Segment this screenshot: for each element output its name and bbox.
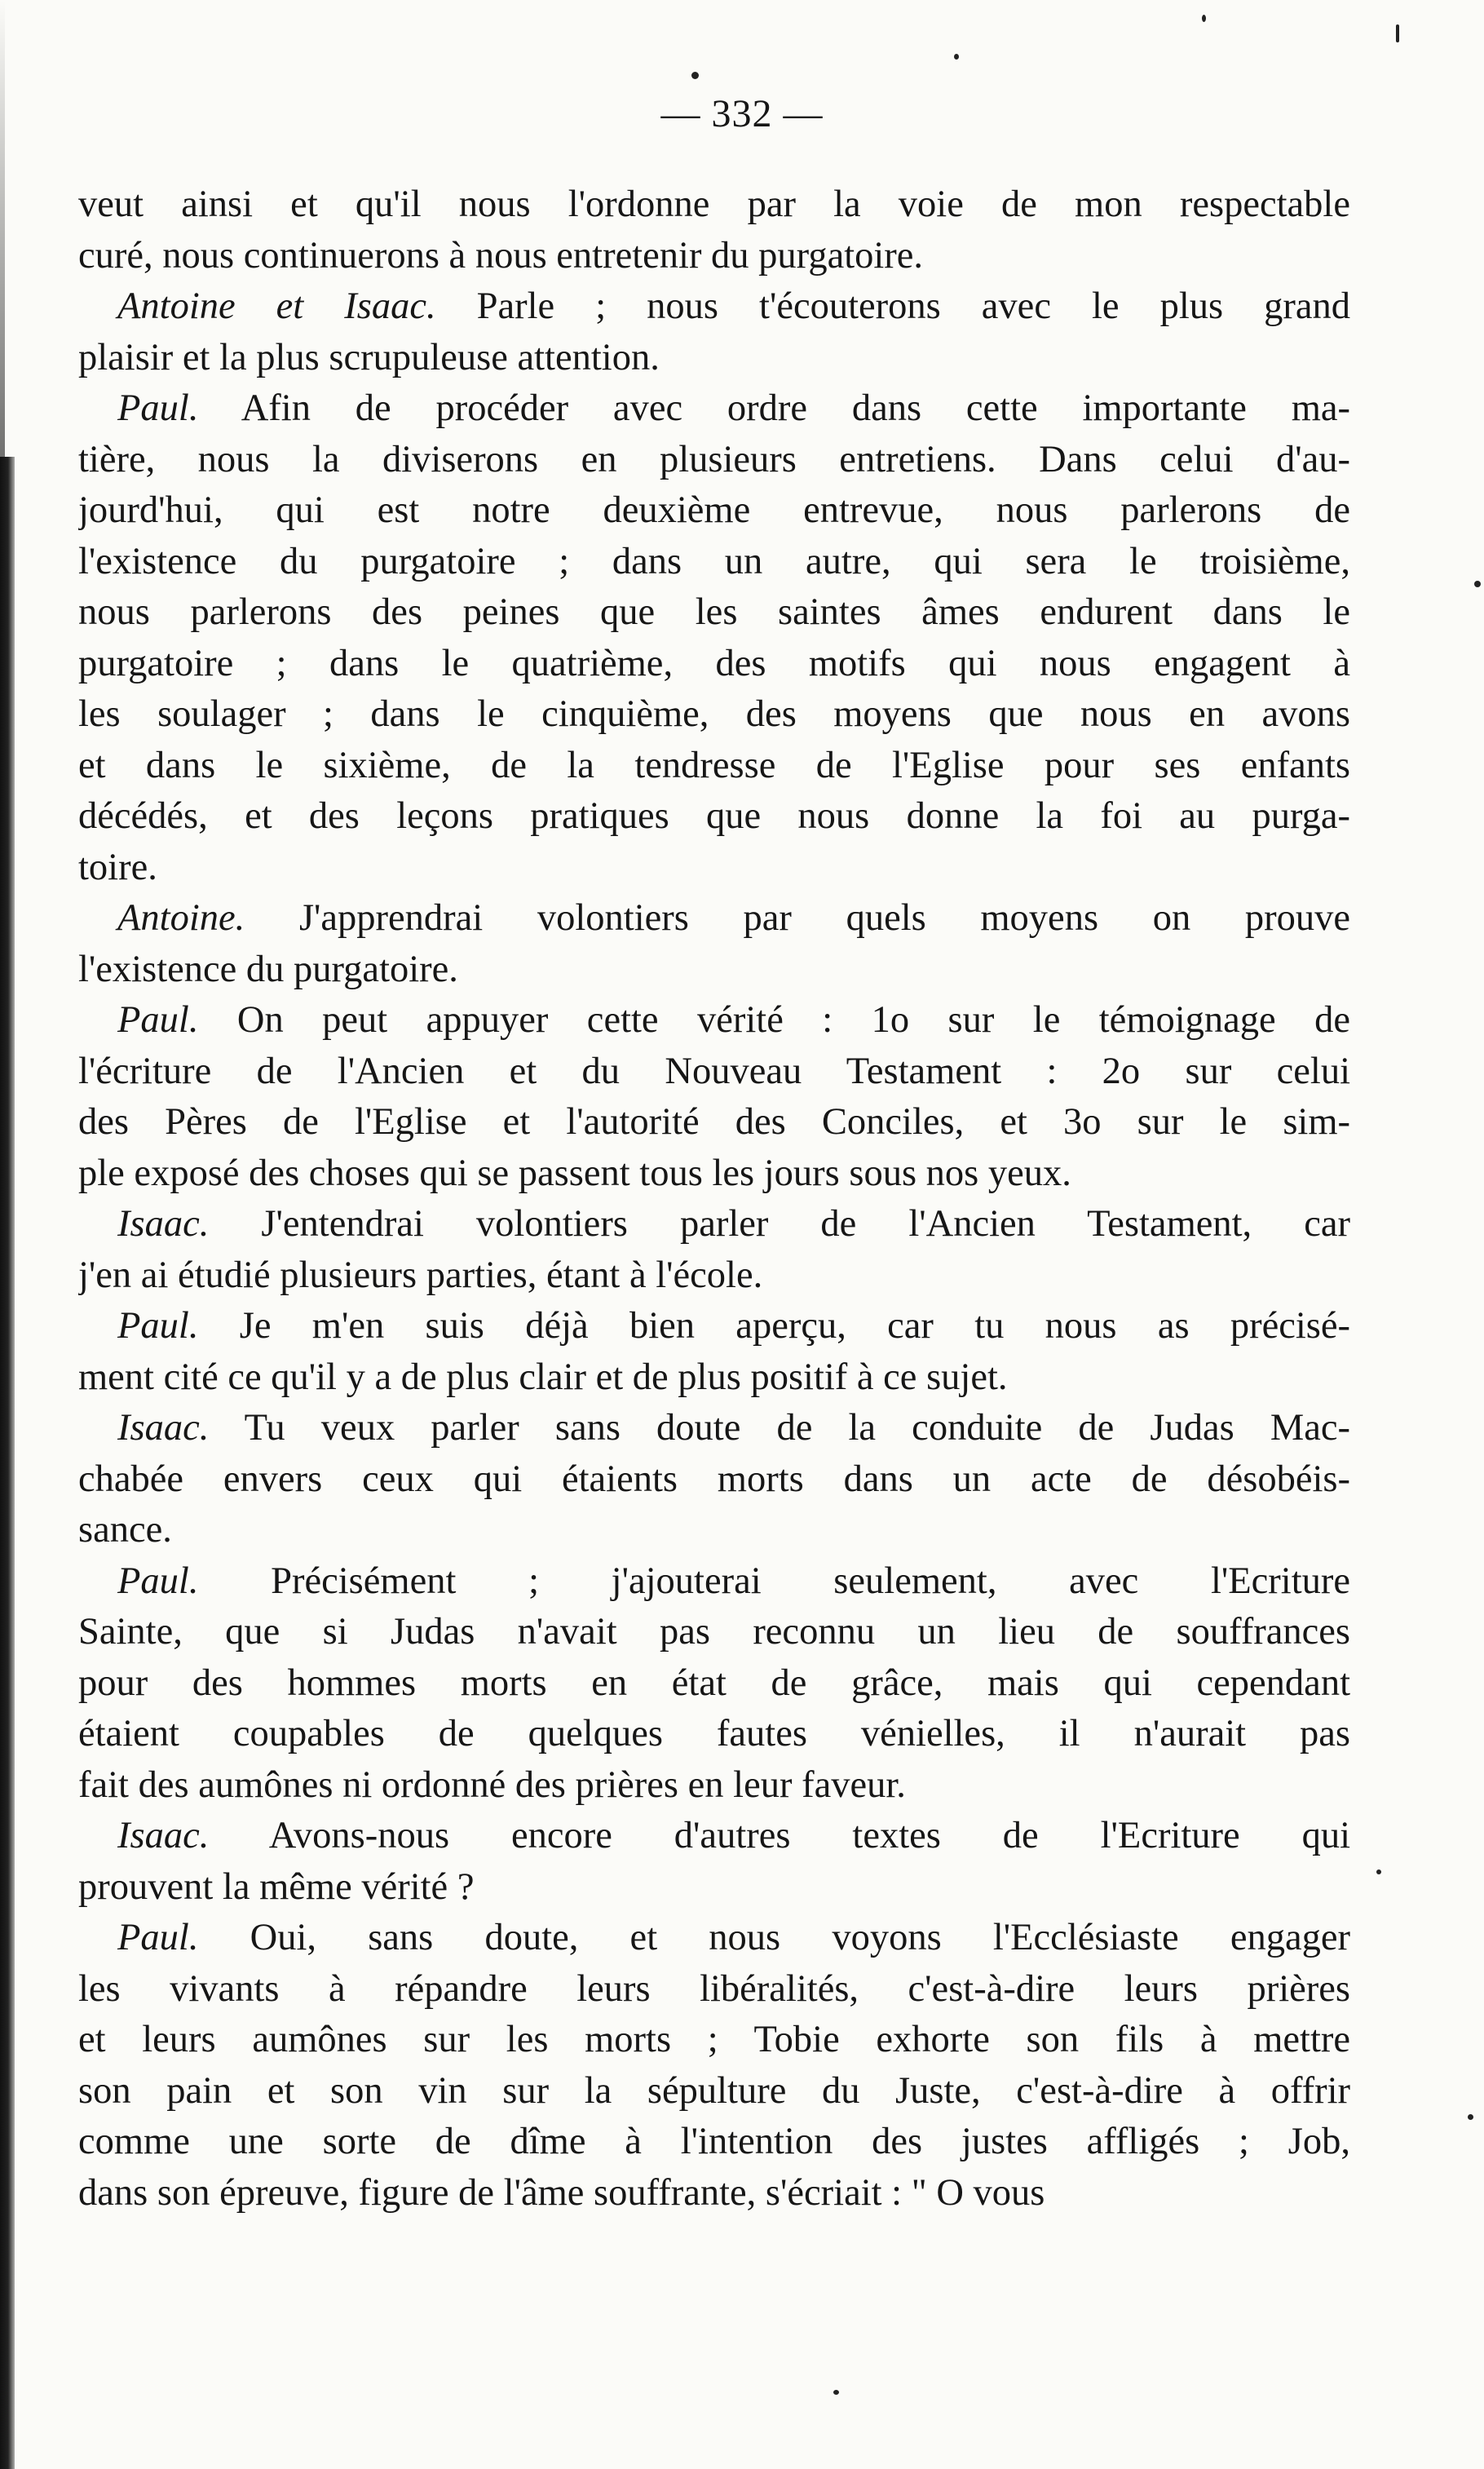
text-line [78, 1250, 1350, 1302]
body-text [78, 179, 1350, 2219]
text-line [78, 537, 1350, 588]
line-text: son pain et son vin sur la sépulture du Juste, c'est-à-dire à offrir [78, 2069, 1350, 2112]
text-line [78, 1964, 1350, 2015]
line-text: J'entendrai volontiers parler de l'Ancien Testament, car [261, 1203, 1350, 1245]
line-text: comme une sorte de dîme à l'intention des justes affligés ; Job, [78, 2121, 1350, 2162]
scan-speck [833, 2390, 839, 2395]
text-line [78, 2117, 1350, 2168]
line-text: des Pères de l'Eglise et l'autorité des Conciles, et 3o sur le sim- [78, 1101, 1350, 1143]
text-line [78, 383, 1350, 435]
line-text: curé, nous continuerons à nous entretenir du purgatoire. [78, 234, 924, 277]
text-line [78, 1811, 1350, 1862]
text-line [78, 995, 1350, 1046]
text-line [78, 231, 1350, 282]
paragraph [78, 281, 1350, 383]
scan-speck [1396, 24, 1399, 42]
text-line [78, 1148, 1350, 1200]
speaker-name: Antoine et Isaac. [117, 285, 436, 327]
paragraph [78, 179, 1350, 281]
text-line [78, 333, 1350, 384]
line-text: Parle ; nous t'écouterons avec le plus grand [476, 285, 1350, 327]
paragraph [78, 893, 1350, 995]
line-text: et leurs aumônes sur les morts ; Tobie exhorte son fils à mettre [78, 2019, 1350, 2060]
line-text: les soulager ; dans le cinquième, des moyens que nous en avons [78, 693, 1350, 735]
line-text: ple exposé des choses qui se passent tous les jours sous nos yeux. [78, 1152, 1071, 1194]
speaker-name: Antoine. [117, 897, 245, 939]
line-text: et dans le sixième, de la tendresse de l'Eglise pour ses enfants [78, 744, 1350, 786]
text-line [78, 1862, 1350, 1914]
text-line [78, 2066, 1350, 2117]
line-text: dans son épreuve, figure de l'âme souffrante, s'écriait : " O vous [78, 2171, 1045, 2214]
text-line [78, 1352, 1350, 1404]
book-spine-edge [0, 457, 15, 2469]
scan-speck [1202, 15, 1206, 22]
line-text: Je m'en suis déjà bien aperçu, car tu nous as précisé- [239, 1305, 1350, 1347]
line-text: jourd'hui, qui est notre deuxième entrevue, nous parlerons de [78, 489, 1350, 531]
line-text: tière, nous la diviserons en plusieurs entretiens. Dans celui d'au- [78, 438, 1350, 480]
text-line [78, 1199, 1350, 1250]
text-line [78, 1607, 1350, 1658]
line-text: J'apprendrai volontiers par quels moyens on prouve [298, 897, 1350, 939]
speaker-name: Isaac. [117, 1407, 210, 1449]
paragraph [78, 1811, 1350, 1913]
line-text: toire. [78, 846, 157, 888]
text-line [78, 945, 1350, 996]
text-line [78, 179, 1350, 231]
paragraph [78, 995, 1350, 1199]
line-text: l'écriture de l'Ancien et du Nouveau Testament : 2o sur celui [78, 1050, 1350, 1092]
line-text: chabée envers ceux qui étaients morts dans un acte de désobéis- [78, 1458, 1350, 1500]
text-line [78, 2168, 1350, 2219]
paragraph [78, 1913, 1350, 2219]
spine-shadow [0, 0, 5, 457]
speaker-name: Paul. [117, 1560, 199, 1602]
scan-speck [691, 72, 699, 79]
text-line [78, 435, 1350, 486]
line-text: j'en ai étudié plusieurs parties, étant à l'école. [78, 1254, 763, 1296]
line-text: Sainte, que si Judas n'avait pas reconnu un lieu de souffrances [78, 1611, 1350, 1653]
line-text: Oui, sans doute, et nous voyons l'Ecclésiaste engager [250, 1917, 1350, 1958]
paragraph [78, 1199, 1350, 1301]
page-number: — 332 — [660, 92, 824, 135]
speaker-name: Paul. [117, 1305, 199, 1347]
line-text: Avons-nous encore d'autres textes de l'Ecriture qui [268, 1815, 1350, 1856]
speaker-name: Paul. [117, 387, 199, 429]
line-text: prouvent la même vérité ? [78, 1865, 475, 1908]
text-line [78, 281, 1350, 333]
text-line [78, 1505, 1350, 1556]
text-line [78, 1556, 1350, 1608]
paragraph [78, 1301, 1350, 1403]
text-line [78, 1913, 1350, 1964]
text-line [78, 791, 1350, 843]
paragraph [78, 383, 1350, 893]
line-text: Précisément ; j'ajouterai seulement, avec l'Ecriture [271, 1560, 1350, 1602]
scan-speck [1474, 581, 1481, 587]
speaker-name: Isaac. [117, 1203, 210, 1245]
text-line [78, 689, 1350, 741]
text-line [78, 1403, 1350, 1454]
text-line [78, 1046, 1350, 1098]
line-text: pour des hommes morts en état de grâce, mais qui cependant [78, 1661, 1350, 1704]
line-text: fait des aumônes ni ordonné des prières en leur faveur. [78, 1763, 906, 1806]
line-text: sance. [78, 1509, 172, 1551]
line-text: l'existence du purgatoire. [78, 948, 458, 990]
line-text: ment cité ce qu'il y a de plus clair et de plus positif à ce sujet. [78, 1356, 1008, 1398]
text-line [78, 1454, 1350, 1506]
text-line [78, 741, 1350, 792]
speaker-name: Paul. [117, 999, 199, 1041]
line-text: purgatoire ; dans le quatrième, des motifs qui nous engagent à [78, 642, 1350, 684]
text-line [78, 485, 1350, 537]
scan-speck [1468, 2114, 1473, 2120]
scan-speck [1376, 1869, 1381, 1874]
speaker-name: Isaac. [117, 1815, 210, 1856]
text-line [78, 1709, 1350, 1760]
speaker-name: Paul. [117, 1917, 199, 1958]
text-line [78, 1760, 1350, 1812]
line-text: On peut appuyer cette vérité : 1o sur le témoignage de [236, 999, 1350, 1041]
text-line [78, 1097, 1350, 1148]
line-text: nous parlerons des peines que les saintes âmes endurent dans le [78, 591, 1350, 633]
text-line [78, 587, 1350, 639]
text-line [78, 2015, 1350, 2066]
paragraph [78, 1556, 1350, 1812]
line-text: plaisir et la plus scrupuleuse attention. [78, 336, 660, 378]
text-line [78, 843, 1350, 894]
line-text: l'existence du purgatoire ; dans un autre, qui sera le troisième, [78, 540, 1350, 582]
line-text: décédés, et des leçons pratiques que nous donne la foi au purga- [78, 795, 1350, 837]
scan-speck [954, 54, 959, 60]
line-text: Afin de procéder avec ordre dans cette importante ma- [241, 387, 1350, 429]
paragraph [78, 1403, 1350, 1556]
text-line [78, 893, 1350, 945]
text-line [78, 639, 1350, 690]
line-text: les vivants à répandre leurs libéralités, c'est-à-dire leurs prières [78, 1967, 1350, 2010]
text-line [78, 1301, 1350, 1352]
text-line [78, 1658, 1350, 1710]
line-text: étaient coupables de quelques fautes vénielles, il n'aurait pas [78, 1713, 1350, 1754]
line-text: Tu veux parler sans doute de la conduite de Judas Mac- [244, 1407, 1350, 1449]
line-text: veut ainsi et qu'il nous l'ordonne par la voie de mon respectable [78, 184, 1350, 225]
